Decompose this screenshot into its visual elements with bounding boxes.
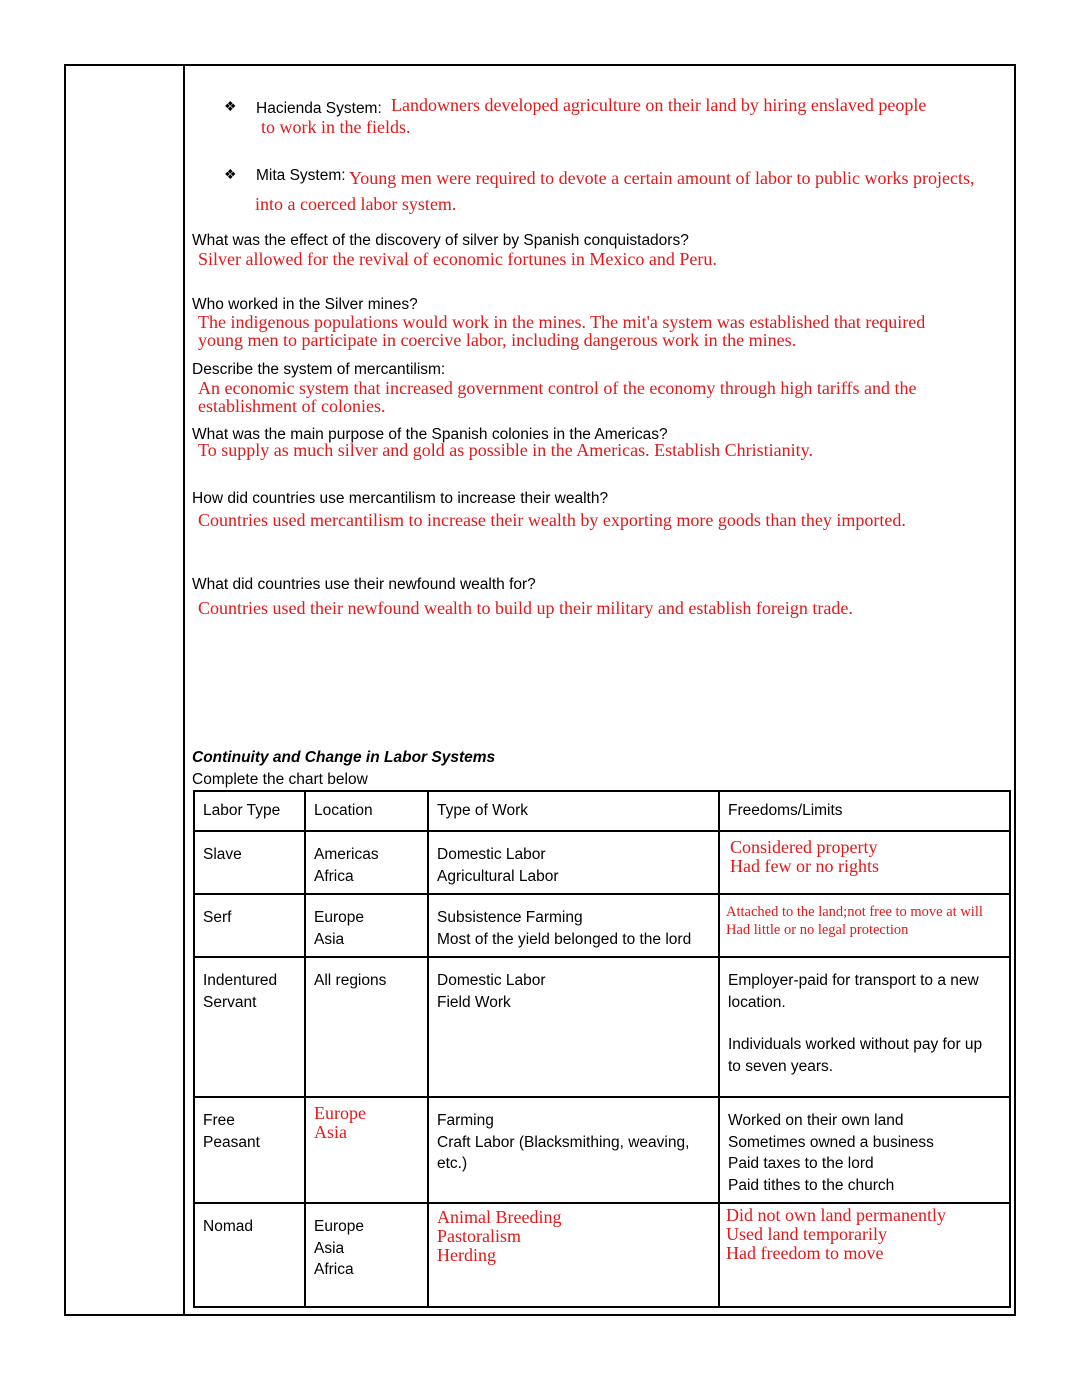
- table-row: [194, 831, 1010, 894]
- question-newfound-wealth: What did countries use their newfound wealth for?: [192, 576, 536, 593]
- answer-silver-effect: Silver allowed for the revival of economic fortunes in Mexico and Peru.: [198, 249, 717, 269]
- cell-location: Europe Asia: [305, 894, 428, 957]
- cell-labor-type: Slave: [194, 831, 305, 894]
- question-silver-effect: What was the effect of the discovery of silver by Spanish conquistadors?: [192, 232, 689, 249]
- answer-silver-mines-line1: The indigenous populations would work in the mines. The mit'a system was established that required: [198, 312, 926, 332]
- header-location: Location: [305, 791, 428, 831]
- answer-colonies-purpose: To supply as much silver and gold as possible in the Americas. Establish Christianity.: [198, 440, 813, 460]
- cell-freedoms-limits: Considered property Had few or no rights: [719, 831, 1010, 894]
- diamond-bullet-icon: ❖: [224, 166, 237, 182]
- mita-answer-line2: into a coerced labor system.: [255, 194, 457, 214]
- table-row: [194, 894, 1010, 957]
- section-title: Continuity and Change in Labor Systems: [192, 749, 496, 766]
- answer-increase-wealth: Countries used mercantilism to increase their wealth by exporting more goods than they imported.: [198, 510, 906, 530]
- cell-labor-type: Indentured Servant: [194, 957, 305, 1097]
- cell-location: Europe Asia: [305, 1097, 428, 1203]
- cell-type-of-work: Animal Breeding Pastoralism Herding: [428, 1203, 719, 1307]
- cell-location: All regions: [305, 957, 428, 1097]
- hacienda-answer-line1: Landowners developed agriculture on their land by hiring enslaved people: [391, 95, 927, 115]
- table-row: [194, 957, 1010, 1097]
- cell-type-of-work: Domestic Labor Agricultural Labor: [428, 831, 719, 894]
- cell-freedoms-limits: Employer-paid for transport to a new location. Individuals worked without pay for up to seven years.: [719, 957, 1010, 1097]
- question-silver-mines: Who worked in the Silver mines?: [192, 296, 418, 313]
- cell-labor-type: Serf: [194, 894, 305, 957]
- section-subtitle: Complete the chart below: [192, 771, 368, 788]
- header-freedoms-limits: Freedoms/Limits: [719, 791, 1010, 831]
- cell-type-of-work: Farming Craft Labor (Blacksmithing, weaving, etc.): [428, 1097, 719, 1203]
- header-type-of-work: Type of Work: [428, 791, 719, 831]
- cell-location: Americas Africa: [305, 831, 428, 894]
- question-colonies-purpose: What was the main purpose of the Spanish colonies in the Americas?: [192, 426, 668, 443]
- margin-divider: [183, 64, 185, 1316]
- question-mercantilism: Describe the system of mercantilism:: [192, 361, 446, 378]
- cell-type-of-work: Subsistence Farming Most of the yield belonged to the lord: [428, 894, 719, 957]
- cell-labor-type: Free Peasant: [194, 1097, 305, 1203]
- table-header-row: [194, 791, 1010, 831]
- mita-label: Mita System:: [256, 167, 346, 184]
- answer-mercantilism-line1: An economic system that increased government control of the economy through high tariffs and the: [198, 378, 917, 398]
- answer-newfound-wealth: Countries used their newfound wealth to build up their military and establish foreign trade.: [198, 598, 853, 618]
- cell-freedoms-limits: Worked on their own land Sometimes owned a business Paid taxes to the lord Paid tithes to the church: [719, 1097, 1010, 1203]
- hacienda-answer-line2: to work in the fields.: [261, 117, 411, 137]
- hacienda-label: Hacienda System:: [256, 100, 382, 117]
- cell-type-of-work: Domestic Labor Field Work: [428, 957, 719, 1097]
- labor-systems-table: [193, 790, 1011, 1308]
- table-row: [194, 1097, 1010, 1203]
- answer-silver-mines-line2: young men to participate in coercive labor, including dangerous work in the mines.: [198, 330, 797, 350]
- cell-labor-type: Nomad: [194, 1203, 305, 1307]
- cell-location: Europe Asia Africa: [305, 1203, 428, 1307]
- question-increase-wealth: How did countries use mercantilism to increase their wealth?: [192, 490, 609, 507]
- cell-freedoms-limits: Attached to the land;not free to move at will Had little or no legal protection: [719, 894, 1010, 957]
- diamond-bullet-icon: ❖: [224, 98, 237, 114]
- cell-freedoms-limits: Did not own land permanently Used land temporarily Had freedom to move: [719, 1203, 1010, 1307]
- table-row: [194, 1203, 1010, 1307]
- mita-answer-line1: Young men were required to devote a certain amount of labor to public works projects,: [349, 168, 975, 188]
- answer-mercantilism-line2: establishment of colonies.: [198, 396, 386, 416]
- header-labor-type: Labor Type: [194, 791, 305, 831]
